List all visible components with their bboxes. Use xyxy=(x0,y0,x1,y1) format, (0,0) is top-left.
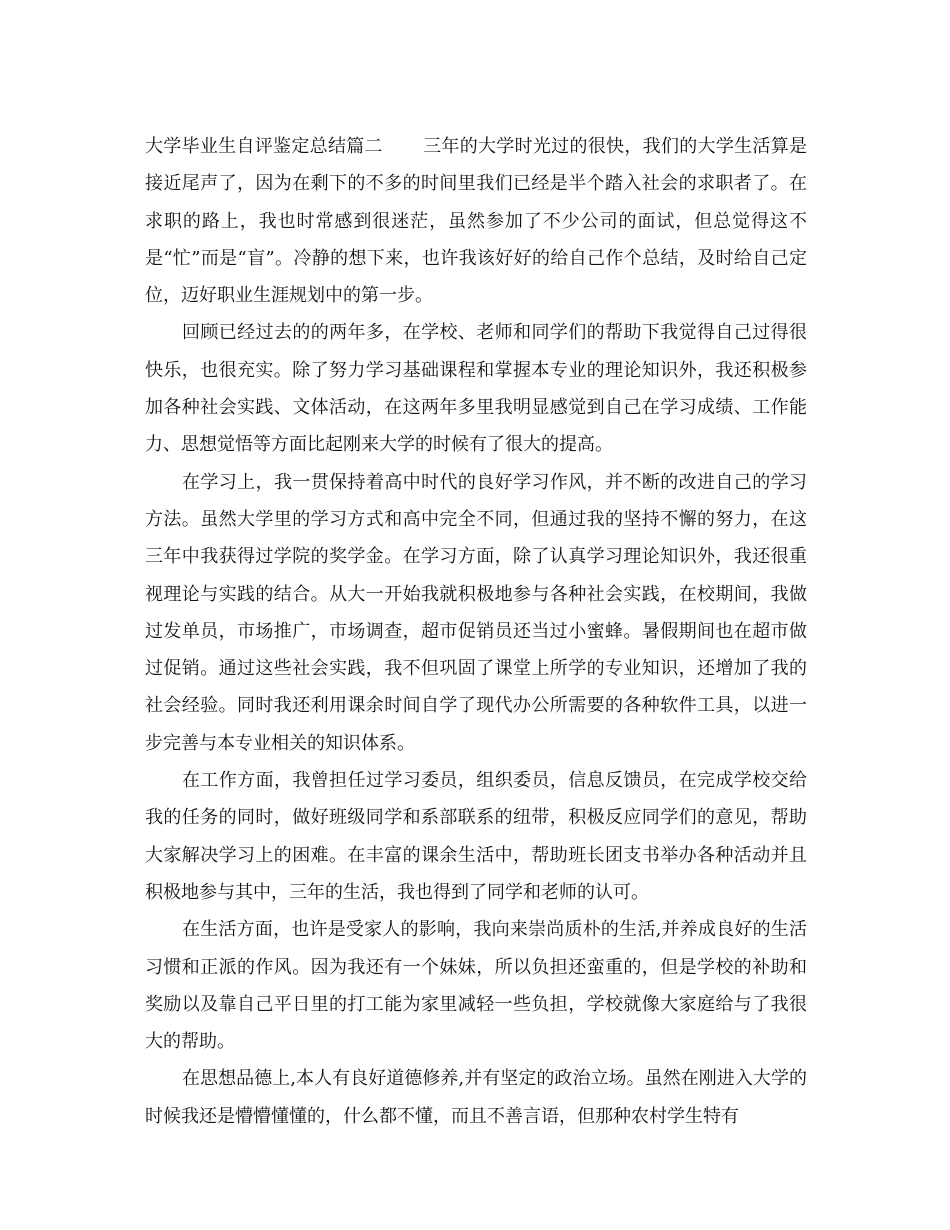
paragraph-5: 在生活方面，也许是受家人的影响，我向来崇尚质朴的生活,并养成良好的生活习惯和正派的作风。因为我还有一个妹妹，所以负担还蛮重的，但是学校的补助和奖励以及靠自己平日里的打工能为家里减轻一些负担，学校就像大家庭给与了我很大的帮助。 xyxy=(145,919,807,1053)
paragraph-1 xyxy=(145,128,807,314)
paragraph-6: 在思想品德上,本人有良好道德修养,并有坚定的政治立场。虽然在刚进入大学的时候我还是懵懵懂懂的，什么都不懂，而且不善言语，但那种农村学生特有 xyxy=(145,1068,807,1127)
document-body xyxy=(145,128,807,1135)
document-title: 大学毕业生自评鉴定总结篇二 xyxy=(145,136,383,157)
paragraph-4: 在工作方面，我曾担任过学习委员，组织委员，信息反馈员，在完成学校交给我的任务的同时，做好班级同学和系部联系的纽带，积极反应同学们的意见，帮助大家解决学习上的困难。在丰富的课余生活中，帮助班长团支书举办各种活动并且积极地参与其中，三年的生活，我也得到了同学和老师的认可。 xyxy=(145,770,807,903)
paragraph-1-text: 三年的大学时光过的很快，我们的大学生活算是接近尾声了，因为在剩下的不多的时间里我们已经是半个踏入社会的求职者了。在求职的路上，我也时常感到很迷茫，虽然参加了不少公司的面试，但总觉得这不是“忙”而是“盲”。冷静的想下来，也许我该好好的给自己作个总结，及时给自己定位，迈好职业生涯规划中的第一步。 xyxy=(145,136,808,307)
paragraph-3: 在学习上，我一贯保持着高中时代的良好学习作风，并不断的改进自己的学习方法。虽然大学里的学习方式和高中完全不同，但通过我的坚持不懈的努力，在这三年中我获得过学院的奖学金。在学习方面，除了认真学习理论知识外，我还很重视理论与实践的结合。从大一开始我就积极地参与各种社会实践，在校期间，我做过发单员，市场推广，市场调查，超市促销员还当过小蜜蜂。暑假期间也在超市做过促销。通过这些社会实践，我不但巩固了课堂上所学的专业知识，还增加了我的社会经验。同时我还利用课余时间自学了现代办公所需要的各种软件工具，以进一步完善与本专业相关的知识体系。 xyxy=(145,471,807,754)
paragraph-2: 回顾已经过去的的两年多，在学校、老师和同学们的帮助下我觉得自己过得很快乐，也很充实。除了努力学习基础课程和掌握本专业的理论知识外，我还积极参加各种社会实践、文体活动，在这两年多里我明显感觉到自己在学习成绩、工作能力、思想觉悟等方面比起刚来大学的时候有了很大的提高。 xyxy=(145,322,807,456)
